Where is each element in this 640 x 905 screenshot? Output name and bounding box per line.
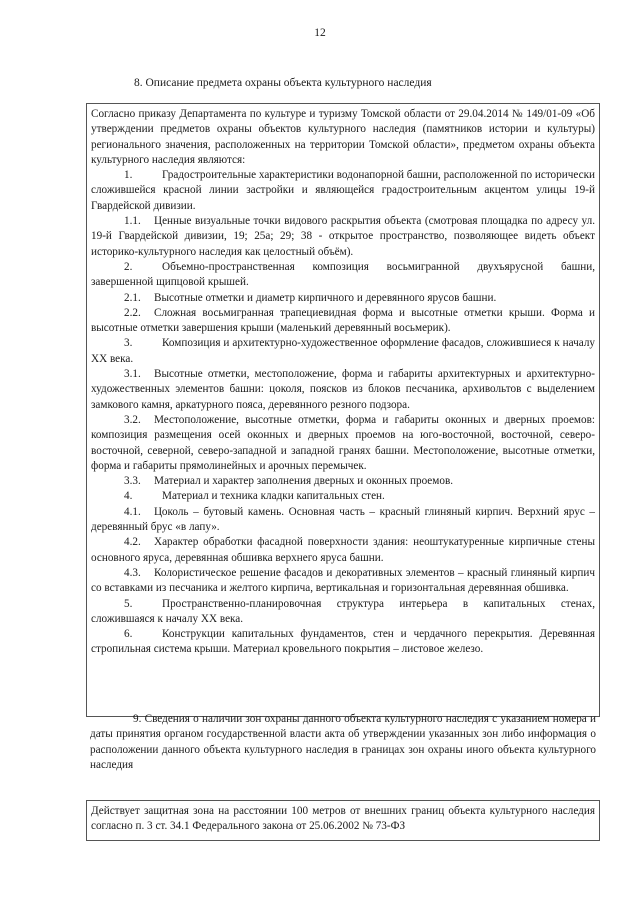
item-text: Высотные отметки, местоположение, форма и габариты архитектурных и архитектурно-художественных элементов башни: цоколя, поясков из блоков песчаника, архивольтов с выделением замкового камня, аркатурного пояса, деревянного резного подзора. (91, 368, 595, 411)
item-text: Материал и характер заполнения дверных и оконных проемов. (154, 475, 454, 488)
protection-zone-text: Действует защитная зона на расстоянии 100 метров от внешних границ объекта культурного наследия согласно п. 3 ст. 34.1 Федерального закона от 25.06.2002 № 73-ФЗ (91, 805, 595, 833)
item-number: 5. (124, 597, 133, 610)
section-8-title: 8. Описание предмета охраны объекта культурного наследия (134, 77, 432, 89)
list-item (91, 214, 595, 260)
list-item (91, 291, 595, 306)
list-item (91, 367, 595, 413)
item-text: Местоположение, высотные отметки, форма и габариты оконных и дверных проемов: композиция размещения осей оконных и дверных проемов на юго-восточной, восточной, северо-восточной, северной, северо-западной и западной гранях башни. Местоположение, высотные отметки, форма и габариты прямолинейных и арочных перемычек. (91, 413, 595, 472)
list-item (91, 489, 595, 504)
item-number: 3.2. (124, 413, 141, 426)
item-text: Ценные визуальные точки видового раскрытия объекта (смотровая площадка по адресу ул. 19-й Гвардейской дивизии, 19; 25а; 29; 38 - открытое пространство, позволяющее видеть объект историко-культурного наследия как целостный объём). (91, 215, 595, 258)
list-item (91, 260, 595, 291)
item-text: Материал и техника кладки капитальных стен. (162, 490, 385, 503)
item-number: 1.1. (124, 215, 141, 228)
list-item (91, 627, 595, 658)
item-number: 4.1. (124, 505, 141, 518)
item-number: 4. (124, 490, 133, 503)
protection-subject-box (86, 103, 600, 717)
page-number: 12 (314, 27, 326, 39)
item-text: Пространственно-планировочная структура интерьера в капитальных стенах, сложившаяся к началу ХХ века. (91, 597, 595, 625)
protection-zone-box (86, 800, 600, 841)
item-number: 4.3. (124, 566, 141, 579)
item-text: Высотные отметки и диаметр кирпичного и деревянного ярусов башни. (154, 291, 497, 304)
list-item (91, 474, 595, 489)
item-number: 3.3. (124, 475, 141, 488)
list-item (91, 505, 595, 536)
list-item (91, 306, 595, 337)
section-9-paragraph (90, 712, 596, 773)
section-9-text: 9. Сведения о наличии зон охраны данного объекта культурного наследия с указанием номера и даты принятия органом государственной власти акта об утверждении указанных зон либо информация о расположении данного объекта культурного наследия в границах зон охраны иного объекта культурного наследия (90, 713, 596, 771)
item-text: Градостроительные характеристики водонапорной башни, расположенной по исторически сложившейся красной линии застройки и являющейся градостроительным акцентом улицы 19-й Гвардейской дивизии. (91, 169, 595, 212)
list-item (91, 597, 595, 628)
item-number: 3.1. (124, 368, 141, 381)
list-item (91, 336, 595, 367)
intro-paragraph: Согласно приказу Департамента по культуре и туризму Томской области от 29.04.2014 № 149/01-09 «Об утверждении предметов охраны объектов культурного наследия (памятников истории и культуры) регионального значения, расположенных на территории Томской области», предметом охраны объекта культурного наследия являются: (91, 108, 595, 166)
item-text: Композиция и архитектурно-художественное оформление фасадов, сложившиеся к началу ХХ века. (91, 337, 595, 365)
list-item (91, 413, 595, 474)
list-item (91, 535, 595, 566)
item-number: 6. (124, 628, 133, 641)
item-text: Цоколь – бутовый камень. Основная часть – красный глиняный кирпич. Верхний ярус – деревянный брус «в лапу». (91, 505, 595, 534)
item-text: Конструкции капитальных фундаментов, стен и чердачного перекрытия. Деревянная стропильная система крыши. Материал кровельного покрытия – листовое железо. (91, 628, 595, 656)
item-number: 4.2. (124, 536, 141, 549)
list-item (91, 168, 595, 214)
item-text: Сложная восьмигранная трапециевидная форма и высотные отметки крыши. Форма и высотные отметки завершения крыши (маленький деревянный восьмерик). (91, 306, 595, 335)
item-number: 3. (124, 337, 133, 350)
item-number: 1. (124, 169, 133, 182)
item-text: Колористическое решение фасадов и декоративных элементов – красный глиняный кирпич со вставками из песчаника и желтого кирпича, вертикальная и горизонтальная деревянная обшивка. (91, 566, 595, 595)
item-text: Объемно-пространственная композиция восьмигранной двухъярусной башни, завершенной щипцовой крышей. (91, 260, 595, 289)
item-number: 2.2. (124, 306, 141, 319)
item-number: 2.1. (124, 291, 141, 304)
item-number: 2. (124, 260, 133, 273)
item-text: Характер обработки фасадной поверхности здания: неоштукатуренные кирпичные стены основного яруса, деревянная обшивка верхнего яруса башни. (91, 536, 595, 564)
list-item (91, 566, 595, 597)
